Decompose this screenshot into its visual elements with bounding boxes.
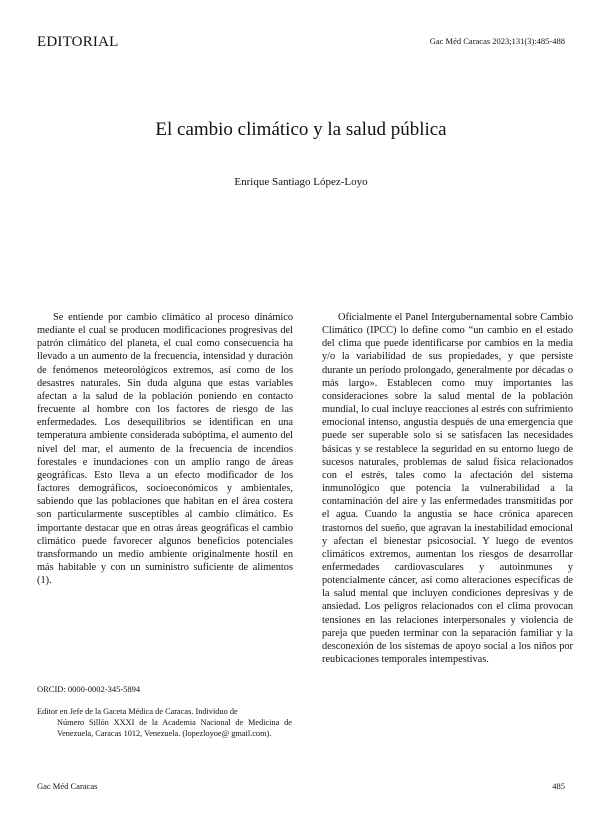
article-author: Enrique Santiago López-Loyo [234,176,368,188]
orcid-note: ORCID: 0000-0002-345-5894 [37,684,141,694]
article-title: El cambio climático y la salud pública [155,119,447,140]
author-affiliation [37,706,292,739]
paragraph: Se entiende por cambio climático al proceso dinámico mediante el cual se producen modificaciones progresivas del patrón climático del planeta, el cual como consecuencia ha llevado a un aumento de la frecuencia, intensidad y duración de fenómenos meteorológicos extremos, así como de los desastres naturales. Sin duda alguna que estas variables afectan a la salud de la población poniendo en contacto frecuente al hombre con los factores de riesgo de las enfermedades. Los desequilibrios se identifican en una temperatura ambiente considerada subóptima, el aumento del nivel del mar, el aumento de la frecuencia de incendios forestales e inundaciones con un amplio rango de áreas geográficas. Esto lleva a un efecto modificador de los factores demográficos, socioeconómicos y ambientales, sabiendo que las poblaciones que habitan en el área costera son particularmente susceptibles al cambio climático. Es importante destacar que en otras áreas geográficas el cambio climático puede favorecer algunos beneficios potenciales transformando un medio ambiente originalmente hostil en más habitable y con un suministro suficiente de alimentos (1). [37,312,293,587]
section-label: EDITORIAL [37,34,119,50]
paragraph: Oficialmente el Panel Intergubernamental sobre Cambio Climático (IPCC) lo define como “un cambio en el estado del clima que puede identificarse por cambios en la media y/o la variabilidad de sus propiedades, y que persiste durante un período prolongado, generalmente por décadas o más largo». Establecen como muy importantes las consideraciones sobre la salud mental de la población mundial, lo cual incluye reacciones al estrés con sufrimiento emocional intenso, angustia después de una emergencia que puede ser superable solo si se satisfacen las necesidades básicas y se restablece la seguridad en su entorno luego de sucesos naturales, problemas de salud física relacionados con el estrés, tales como la afectación del sistema inmunológico que potencia la vulnerabilidad a la contaminación del aire y las enfermedades transmitidas por el agua. Cuando la angustia se hace crónica aparecen trastornos del sueño, que agravan la inestabilidad emocional y afectan el bienestar psicosocial. Y luego de eventos climáticos extremos, aumentan los riesgos de desarrollar enfermedades cardiovasculares y autoinmunes y potencialmente cáncer, así como alteraciones específicas de la salud mental que incluyen condiciones depresivas y de ansiedad. Los peligros relacionados con el clima provocan tensiones en las relaciones interpersonales y violencia de pareja que pueden terminar con la separación familiar y la desconexión de los sistemas de apoyo social a los niños por reubicaciones temporales intempestivas. [322,312,573,666]
page-number: 485 [552,781,565,791]
footer-journal: Gac Méd Caracas [37,781,98,791]
affiliation-continuation: Número Sillón XXXI de la Academia Nacional de Medicina de Venezuela, Caracas 1012, Venezuela. (lopezloyoe@ gmail.com). [57,718,292,738]
body-column-right [322,311,573,666]
body-column-left [37,311,293,587]
affiliation-line: Editor en Jefe de la Gaceta Médica de Caracas. Individuo de [37,707,238,716]
journal-citation: Gac Méd Caracas 2023;131(3):485-488 [429,36,565,46]
